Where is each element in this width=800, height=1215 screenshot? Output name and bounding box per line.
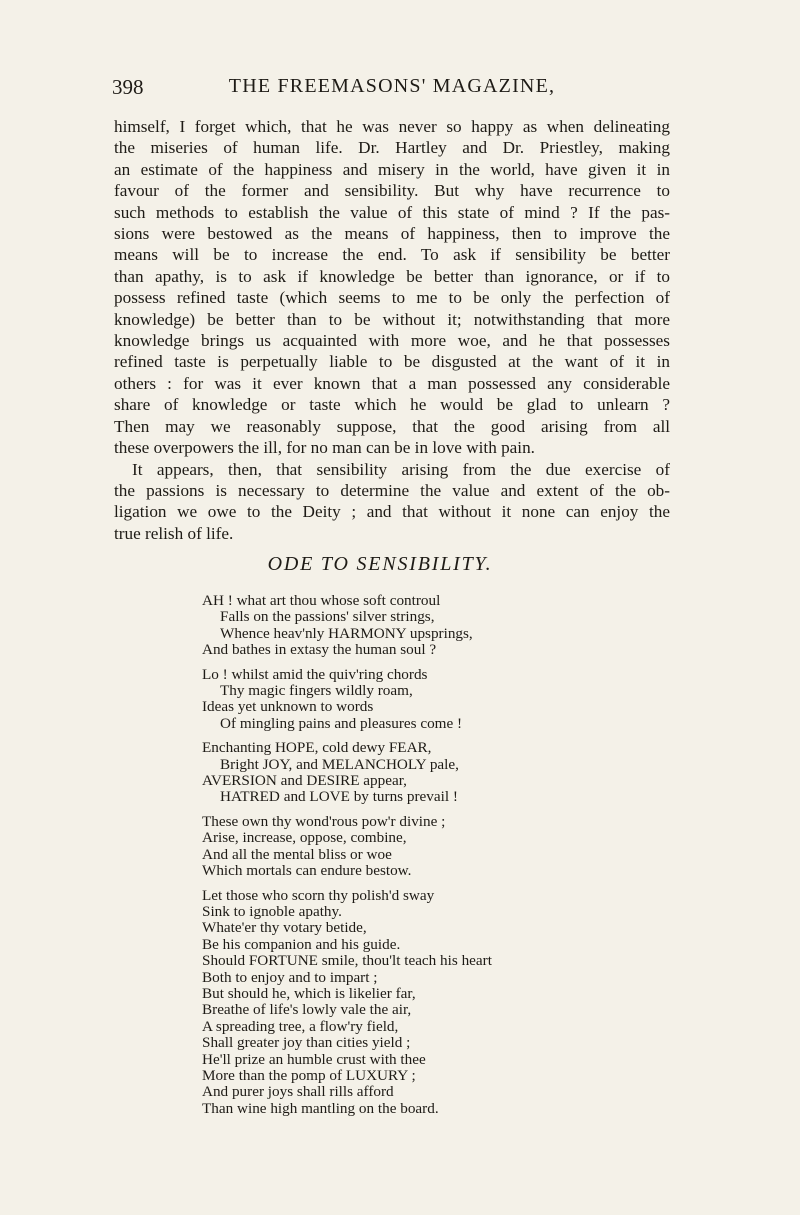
verse-line: And all the mental bliss or woe: [202, 845, 392, 863]
verse-line: He'll prize an humble crust with thee: [202, 1050, 426, 1068]
verse-line: HATRED and LOVE by turns prevail !: [220, 788, 458, 806]
stanza: [202, 667, 602, 733]
verse-line: Falls on the passions' silver strings,: [220, 608, 435, 626]
verse-line: These own thy wond'rous pow'r divine ;: [202, 812, 446, 830]
prose-line: these overpowers the ill, for no man can be in love with pain.: [114, 438, 535, 458]
stanza: [202, 593, 602, 659]
verse-line: Lo ! whilst amid the quiv'ring chords: [202, 665, 428, 683]
prose-line: knowledge brings us acquainted with more woe, and he that possesses: [114, 331, 670, 351]
prose-body: [114, 116, 670, 544]
prose-line: an estimate of the happiness and misery in the world, have given it in: [114, 159, 670, 179]
prose-line: Then may we reasonably suppose, that the good arising from all: [114, 416, 670, 436]
verse-line: Breathe of life's lowly vale the air,: [202, 1001, 412, 1019]
verse-line: Whate'er thy votary betide,: [202, 919, 367, 937]
page-number: 398: [112, 75, 144, 99]
verse-line: And bathes in extasy the human soul ?: [202, 641, 437, 659]
verse-line: And purer joys shall rills afford: [202, 1083, 394, 1101]
verse-line: Both to enjoy and to impart ;: [202, 968, 378, 986]
poem-body: [202, 593, 602, 1125]
prose-line: means will be to increase the end. To ask if sensibility be better: [114, 245, 670, 265]
prose-line: possess refined taste (which seems to me to be only the perfection of: [114, 288, 670, 308]
prose-line: the miseries of human life. Dr. Hartley and Dr. Priestley, making: [114, 138, 670, 158]
verse-line: Arise, increase, oppose, combine,: [202, 829, 407, 847]
verse-line: Thy magic fingers wildly roam,: [220, 682, 413, 700]
verse-line: Ideas yet unknown to words: [202, 698, 374, 716]
verse-line: More than the pomp of LUXURY ;: [202, 1066, 416, 1084]
verse-line: Bright JOY, and MELANCHOLY pale,: [220, 755, 459, 773]
prose-line: knowledge) be better than to be without it; notwithstanding that more: [114, 309, 670, 329]
verse-line: A spreading tree, a flow'ry field,: [202, 1017, 399, 1035]
verse-line: Enchanting HOPE, cold dewy FEAR,: [202, 739, 432, 757]
verse-line: Than wine high mantling on the board.: [202, 1099, 439, 1117]
running-title: THE FREEMASONS' MAGAZINE,: [228, 75, 556, 97]
verse-line: Be his companion and his guide.: [202, 935, 401, 953]
prose-line: others : for was it ever known that a man possessed any considerable: [114, 373, 670, 393]
verse-line: Whence heav'nly HARMONY upsprings,: [220, 624, 473, 642]
verse-line: Shall greater joy than cities yield ;: [202, 1034, 411, 1052]
verse-line: But should he, which is likelier far,: [202, 984, 416, 1002]
verse-line: Sink to ignoble apathy.: [202, 902, 342, 920]
prose-line: true relish of life.: [114, 523, 234, 543]
poem-title: ODE TO SENSIBILITY.: [267, 553, 493, 575]
prose-line: than apathy, is to ask if knowledge be better than ignorance, or if to: [114, 266, 670, 286]
verse-line: AH ! what art thou whose soft controul: [202, 592, 441, 609]
prose-line: ligation we owe to the Deity ; and that without it none can enjoy the: [114, 502, 670, 522]
verse-line: Which mortals can endure bestow.: [202, 862, 412, 880]
prose-line: share of knowledge or taste which he would be glad to unlearn ?: [114, 395, 670, 415]
page-header: [112, 75, 672, 105]
prose-line: himself, I forget which, that he was never so happy as when delineating: [114, 117, 670, 136]
prose-line: It appears, then, that sensibility arising from the due exercise of: [132, 459, 670, 479]
verse-line: AVERSION and DESIRE appear,: [202, 772, 407, 790]
stanza: [202, 814, 602, 880]
stanza: [202, 888, 602, 1118]
verse-line: Let those who scorn thy polish'd sway: [202, 886, 435, 904]
stanza: [202, 740, 602, 806]
prose-line: such methods to establish the value of this state of mind ? If the pas-: [114, 202, 670, 222]
prose-line: the passions is necessary to determine the value and extent of the ob-: [114, 480, 670, 500]
verse-line: Of mingling pains and pleasures come !: [220, 714, 463, 732]
verse-line: Should FORTUNE smile, thou'lt teach his heart: [202, 952, 492, 970]
prose-line: sions were bestowed as the means of happiness, then to improve the: [114, 224, 670, 244]
prose-line: favour of the former and sensibility. But why have recurrence to: [114, 181, 670, 201]
prose-line: refined taste is perpetually liable to be disgusted at the want of it in: [114, 352, 670, 372]
